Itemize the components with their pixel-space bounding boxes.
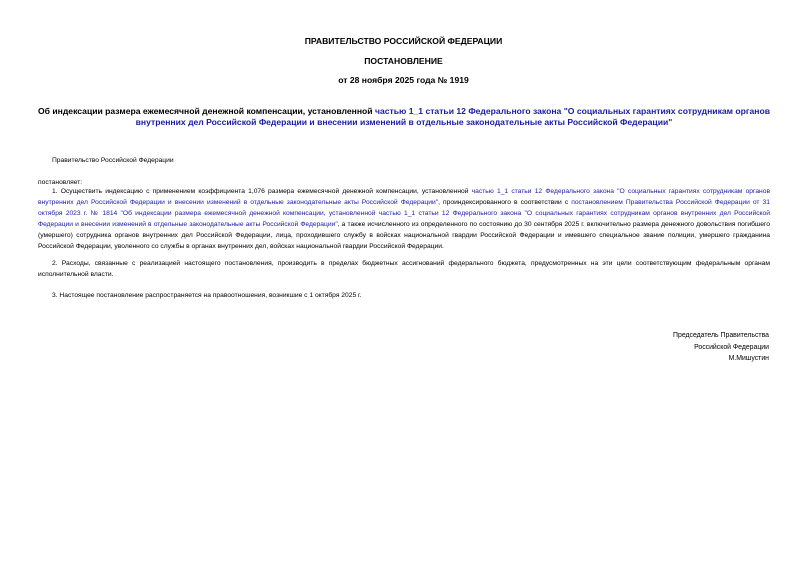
document-date-number: от 28 ноября 2025 года № 1919 <box>338 75 469 85</box>
paragraph-1-text-middle: , проиндексированного в соответствии с <box>438 199 572 206</box>
paragraph-1-resolution-link[interactable]: постановлением Правительства Российской Федерации от 31 октября 2023 г. № 1814 "Об индексации размера ежемесячной денежной компенсации, установленной частью 1_1 статьи 12 Федерального закона "О социальных гарантиях сотрудникам органов внутренних дел Российской Федерации и внесении изменений в отдельные законодательные акты Российской Федерации" <box>38 199 770 228</box>
signature-block <box>673 330 769 365</box>
title-text: Об индексации размера ежемесячной денежной компенсации, установленной <box>38 106 375 116</box>
paragraph-1-text-start: 1. Осуществить индексацию с применением коэффициента 1,076 размера ежемесячной денежной компенсации, установленной <box>52 188 472 195</box>
signature-name: М.Мишустин <box>728 355 769 362</box>
title-law-link[interactable]: частью 1_1 статьи 12 Федерального закона "О социальных гарантиях сотрудникам органов внутренних дел Российской Федерации и внесении изменений в отдельные законодательные акты Российской Федерации" <box>135 106 770 127</box>
signature-org: Российской Федерации <box>694 343 769 351</box>
paragraph-2: 2. Расходы, связанные с реализацией настоящего постановления, производить в пределах бюджетных ассигнований федерального бюджета, предусмотренных на эти цели соответствующим федеральным органам исполнительной власти. <box>38 260 770 278</box>
paragraph-1 <box>38 186 770 252</box>
document-title <box>38 106 770 128</box>
paragraph-3: 3. Настоящее постановление распространяется на правоотношения, возникшие с 1 октября 2025 г. <box>52 292 362 299</box>
issuing-authority: ПРАВИТЕЛЬСТВО РОССИЙСКОЙ ФЕДЕРАЦИИ <box>304 36 503 46</box>
intro-text: Правительство Российской Федерации <box>52 157 174 164</box>
signature-title: Председатель Правительства <box>673 332 769 339</box>
paragraph-1-law-link[interactable]: частью 1_1 статьи 12 Федерального закона "О социальных гарантиях сотрудникам органов внутренних дел Российской Федерации и внесении изменений в отдельные законодательные акты Российской Федерации" <box>38 188 770 206</box>
decree-text: постановляет: <box>38 179 83 186</box>
paragraph-1-text-end: , а также исчисленного из определенного по состоянию до 30 сентября 2025 г. включительно размера денежного довольствия погибшего (умершего) сотрудника органов внутренних дел Российской Федерации, лица, проходившего службу в войсках национальной гвардии Российской Федерации и имевшего специальное звание полиции, умершего гражданина Российской Федерации, уволенного со службы в органах внутренних дел, войсках национальной гвардии Российской Федерации. <box>38 221 770 250</box>
document-type: ПОСТАНОВЛЕНИЕ <box>364 56 443 66</box>
